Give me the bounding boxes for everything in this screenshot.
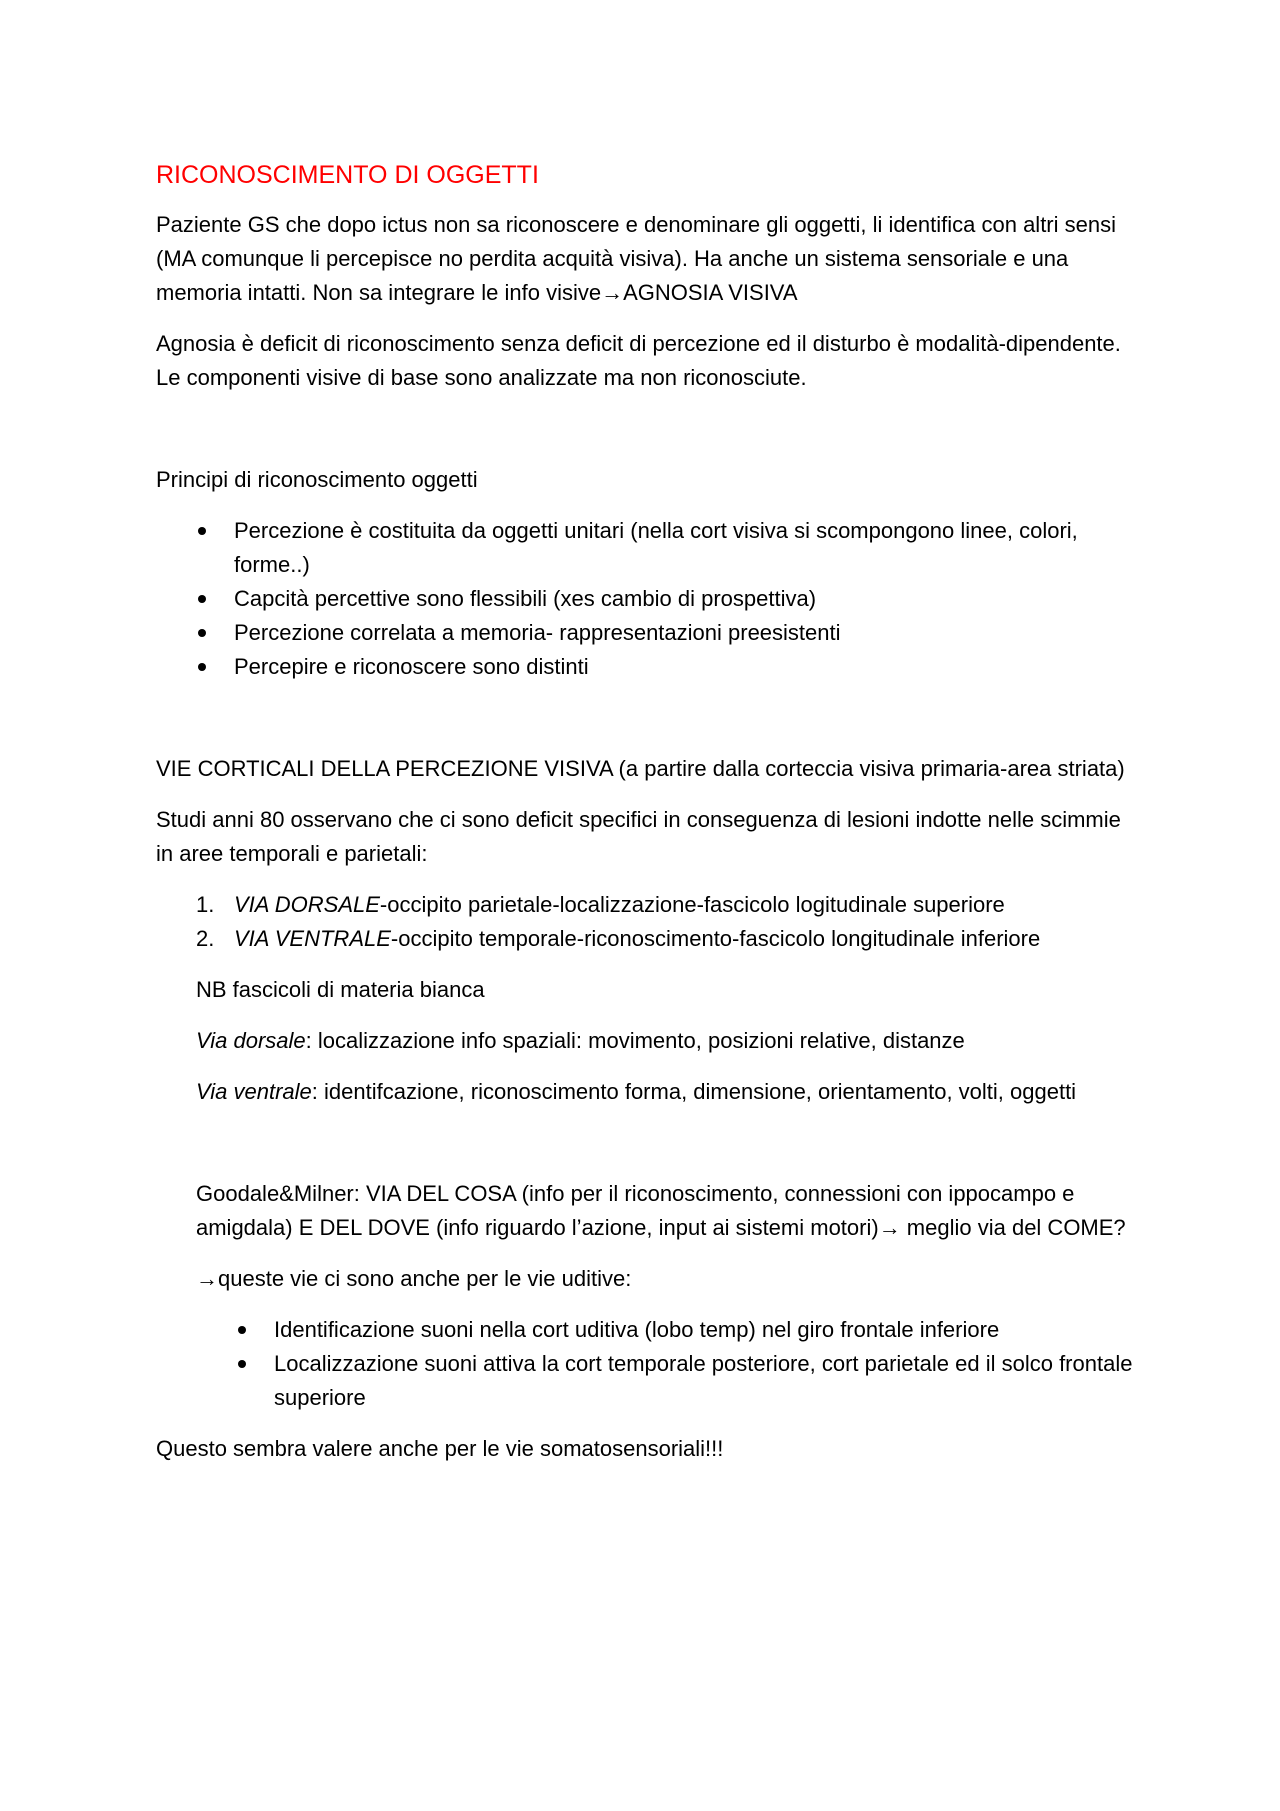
list-number: 1. xyxy=(196,892,215,917)
bullet-icon xyxy=(198,629,206,637)
vie-uditive-text: queste vie ci sono anche per le vie uditive: xyxy=(218,1266,632,1291)
document-title: RICONOSCIMENTO DI OGGETTI xyxy=(156,161,539,189)
nb-note: NB fascicoli di materia bianca xyxy=(196,977,485,1002)
list-item-text: Capcità percettive sono flessibili (xes cambio di prospettiva) xyxy=(234,586,817,611)
vie-corticali-heading: VIE CORTICALI DELLA PERCEZIONE VISIVA (a partire dalla corteccia visiva primaria-area striata) xyxy=(156,756,1125,781)
vie-list xyxy=(156,888,1136,956)
via-name: VIA VENTRALE xyxy=(234,926,391,951)
spacer xyxy=(156,1126,1136,1177)
via-description: -occipito temporale-riconoscimento-fascicolo longitudinale inferiore xyxy=(390,926,1041,951)
via-ventrale-label: Via ventrale xyxy=(196,1079,312,1104)
closing-paragraph: Questo sembra valere anche per le vie somatosensoriali!!! xyxy=(156,1436,724,1461)
via-dorsale-label: Via dorsale xyxy=(196,1028,306,1053)
principi-heading: Principi di riconoscimento oggetti xyxy=(156,467,478,492)
via-ventrale-text: : identifcazione, riconoscimento forma, dimensione, orientamento, volti, oggetti xyxy=(311,1079,1077,1104)
agnosia-visiva-label: AGNOSIA VISIVA xyxy=(623,280,798,305)
uditive-list xyxy=(156,1313,1136,1415)
paragraph-paziente-gs-text: Paziente GS che dopo ictus non sa riconoscere e denominare gli oggetti, li identifica con altri sensi (MA comunque li percepisce no perdita acquità visiva). Ha anche un sistema sensoriale e una memoria intatti. Non sa integrare le info visive xyxy=(156,212,1116,305)
list-item xyxy=(156,582,1136,616)
via-description: -occipito parietale-localizzazione-fascicolo logitudinale superiore xyxy=(379,892,1005,917)
list-item-text: Percepire e riconoscere sono distinti xyxy=(234,654,589,679)
spacer xyxy=(156,412,1136,463)
paragraph-via-dorsale xyxy=(196,1024,1136,1058)
paragraph-vie-uditive xyxy=(196,1262,1136,1296)
arrow-right-icon: → xyxy=(878,1215,901,1240)
paragraph-agnosia: Agnosia è deficit di riconoscimento senza deficit di percezione ed il disturbo è modalità-dipendente. Le componenti visive di base sono analizzate ma non riconosciute. xyxy=(156,331,1121,390)
list-item xyxy=(156,650,1136,684)
list-item xyxy=(156,514,1136,582)
list-item xyxy=(156,1313,1136,1347)
list-item xyxy=(156,616,1136,650)
list-item xyxy=(156,888,1136,922)
spacer xyxy=(156,701,1136,752)
bullet-icon xyxy=(198,527,206,535)
bullet-icon xyxy=(238,1360,246,1368)
document-page xyxy=(156,158,1136,1483)
via-name: VIA DORSALE xyxy=(234,892,380,917)
paragraph-via-ventrale xyxy=(196,1075,1136,1109)
bullet-icon xyxy=(198,663,206,671)
list-item-text: Percezione è costituita da oggetti unitari (nella cort visiva si scompongono linee, colori, forme..) xyxy=(234,518,1078,577)
bullet-icon xyxy=(238,1326,246,1334)
list-item-text: Percezione correlata a memoria- rappresentazioni preesistenti xyxy=(234,620,841,645)
list-item-text: Localizzazione suoni attiva la cort temporale posteriore, cort parietale ed il solco frontale superiore xyxy=(274,1351,1133,1410)
principi-list xyxy=(156,514,1136,684)
goodale-tail: meglio via del COME? xyxy=(900,1215,1126,1240)
arrow-right-icon: → xyxy=(196,1266,218,1291)
list-item xyxy=(156,1347,1136,1415)
paragraph-paziente-gs xyxy=(156,208,1136,310)
bullet-icon xyxy=(198,595,206,603)
paragraph-studi: Studi anni 80 osservano che ci sono deficit specifici in conseguenza di lesioni indotte nelle scimmie in aree temporali e parietali: xyxy=(156,807,1121,866)
list-item-text: Identificazione suoni nella cort uditiva (lobo temp) nel giro frontale inferiore xyxy=(274,1317,1000,1342)
via-dorsale-text: : localizzazione info spaziali: movimento, posizioni relative, distanze xyxy=(305,1028,965,1053)
goodale-text: Goodale&Milner: VIA DEL COSA (info per il riconoscimento, connessioni con ippocampo e amigdala) E DEL DOVE (info riguardo l’azione, input ai sistemi motori) xyxy=(196,1181,1075,1240)
list-item xyxy=(156,922,1136,956)
list-number: 2. xyxy=(196,926,215,951)
arrow-right-icon: → xyxy=(601,280,624,305)
paragraph-goodale-milner xyxy=(196,1177,1136,1245)
